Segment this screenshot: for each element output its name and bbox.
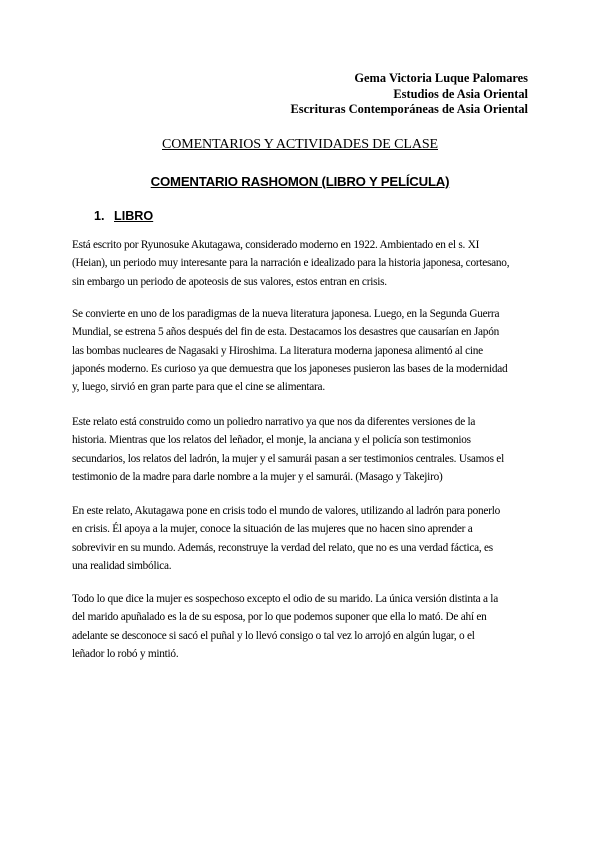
paragraph-line: una realidad simbólica. <box>72 559 172 572</box>
paragraph-3 <box>72 413 528 486</box>
document-header <box>291 71 528 118</box>
section-heading-libro <box>94 209 153 223</box>
paragraph-line: sobrevivir en su mundo. Además, reconstruye la verdad del relato, que no es una verdad fáctica, es <box>72 541 493 554</box>
paragraph-5 <box>72 590 528 663</box>
paragraph-line: secundarios, los relatos del ladrón, la mujer y el samurái pasan a ser testimonios centrales. Usamos el <box>72 452 504 465</box>
paragraph-line: Este relato está construido como un poliedro narrativo ya que nos da diferentes versiones de la <box>72 416 476 428</box>
author-name: Gema Victoria Luque Palomares <box>354 71 528 85</box>
paragraph-1 <box>72 236 528 291</box>
paragraph-line: japonés moderno. Es curioso ya que demuestra que los japoneses pusieron las bases de la modernidad <box>72 362 508 375</box>
paragraph-line: Está escrito por Ryunosuke Akutagawa, considerado moderno en 1922. Ambientado en el s. XI <box>72 239 480 251</box>
document-subtitle: COMENTARIO RASHOMON (LIBRO Y PELÍCULA) <box>150 174 450 189</box>
department-name: Estudios de Asia Oriental <box>393 86 528 101</box>
paragraph-line: leñador lo robó y mintió. <box>72 647 179 660</box>
paragraph-line: historia. Mientras que los relatos del leñador, el monje, la anciana y el policía son testimonios <box>72 434 471 447</box>
paragraph-4 <box>72 502 528 575</box>
paragraph-line: y, luego, sirvió en gran parte para que el cine se alimentara. <box>72 381 325 394</box>
paragraph-2 <box>72 305 528 396</box>
document-title: COMENTARIOS Y ACTIVIDADES DE CLASE <box>162 137 438 152</box>
paragraph-line: adelante se desconoce si sacó el puñal y lo llevó consigo o tal vez lo arrojó en algún lugar, o el <box>72 629 475 642</box>
paragraph-line: las bombas nucleares de Nagasaki y Hiroshima. La literatura moderna japonesa alimentó al cine <box>72 344 483 357</box>
paragraph-line: testimonio de la madre para darle nombre a la mujer y el samurái. (Masago y Takejiro) <box>72 470 443 483</box>
section-number: 1. <box>94 209 105 223</box>
section-label: LIBRO <box>114 209 154 223</box>
course-name: Escrituras Contemporáneas de Asia Oriental <box>290 102 528 116</box>
paragraph-line: (Heian), un periodo muy interesante para la narración e idealizado para la historia japonesa, cortesano, <box>72 257 510 270</box>
paragraph-line: en crisis. Él apoya a la mujer, conoce la situación de las mujeres que no hacen sino aprender a <box>72 523 473 536</box>
paragraph-line: sin embargo un periodo de apoteosis de sus valores, estos entran en crisis. <box>72 275 387 288</box>
paragraph-line: En este relato, Akutagawa pone en crisis todo el mundo de valores, utilizando al ladrón para ponerlo <box>72 505 500 517</box>
paragraph-line: Todo lo que dice la mujer es sospechoso excepto el odio de su marido. La única versión distinta a la <box>72 593 498 605</box>
paragraph-line: Se convierte en uno de los paradigmas de la nueva literatura japonesa. Luego, en la Segunda Guerra <box>72 308 500 320</box>
paragraph-line: del marido apuñalado es la de su esposa, por lo que podemos suponer que ella lo mató. De ahí en <box>72 611 487 624</box>
paragraph-line: Mundial, se estrena 5 años después del fin de esta. Destacamos los desastres que causarían en Japón <box>72 326 499 339</box>
